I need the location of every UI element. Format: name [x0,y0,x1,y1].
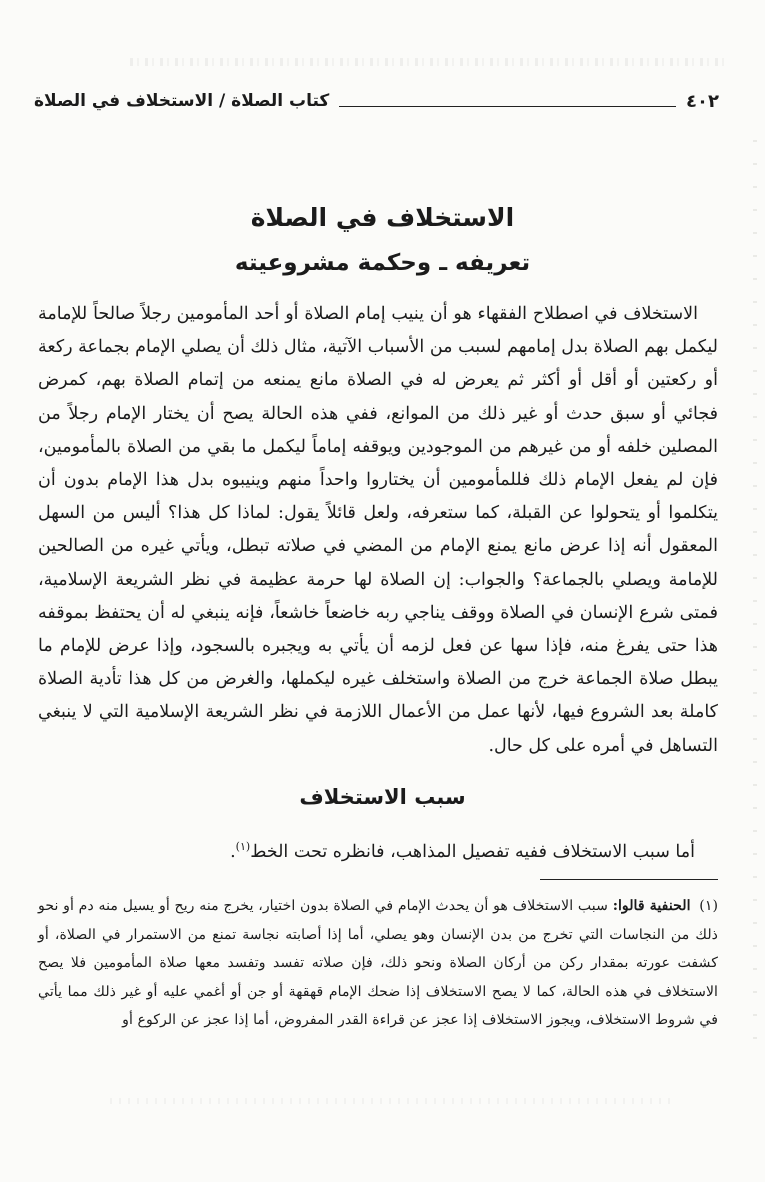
footnote-number: (١) [699,898,719,914]
body-paragraph [38,298,718,763]
footnote [38,892,718,1035]
scan-artifact-bottom [110,1098,670,1104]
running-header [34,86,719,116]
footnote-reference[interactable]: (١) [235,840,251,853]
body-paragraph-text: الاستخلاف في اصطلاح الفقهاء هو أن ينيب إمام الصلاة أو أحد المأمومين رجلاً صالحاً للإمامة ليكمل بهم الصلاة بدل إمامهم لسبب من الأسباب الآتية، مثال ذلك أن يصلي الإمام بجماعة ركعة أو ركعتين أو أقل أو أكثر ثم يعرض له في الصلاة مانع يمنعه من إتمام الصلاة بهم، كمرض فجائي أو سبق حدث أو غير ذلك من الموانع، ففي هذه الحالة يصح أن يختار الإمام رجلاً من المصلين خلفه أو من غيرهم من الموجودين ويوقفه إماماً ليكمل ما بقي من الصلاة بالمأمومين، فإن لم يفعل الإمام ذلك فللمأمومين أن يختاروا واحداً منهم وينيبوه بدل هذا الإمام بدون أن يتكلموا أو يتحولوا عن القبلة، كما ستعرفه، ولعل قائلاً يقول: لماذا كل هذا؟ أليس من السهل المعقول أنه إذا عرض مانع يمنع الإمام من المضي في صلاته تبطل، ويأتي غيره من الصالحين للإمامة ويصلي بالجماعة؟ والجواب: إن الصلاة لها حرمة عظيمة في نظر الشريعة الإسلامية، فمتى شرع الإنسان في الصلاة ووقف يناجي ربه خاضعاً خاشعاً، فإنه ينبغي له أن يحتفظ بموقفه هذا حتى يفرغ منه، فإذا سها عن فعل لزمه أن يأتي به ويجبره بالسجود، وإذا عرض للإمام ما يبطل صلاة الجماعة خرج من الصلاة واستخلف غيره ليكملها، والغرض من كل هذا تأدية الصلاة كاملة بعد الشروع فيها، لأنها عمل من الأعمال اللازمة في نظر الشريعة الإسلامية التي لا ينبغي التساهل في أمره على كل حال. [38,304,718,756]
chapter-title: الاستخلاف في الصلاة [250,203,515,232]
footnote-text: سبب الاستخلاف هو أن يحدث الإمام في الصلاة بدون اختيار، يخرج منه ريح أو يسيل منه دم أو نحو ذلك من النجاسات التي تخرج من بدن الإنسان وهو يصلي، أما إذا أصابته نجاسة تمنع من الاستمرار في الصلاة، أو كشفت عورته بمقدار ركن من أركان الصلاة ونحو ذلك، فإن صلاته تفسد وتفسد معها صلاة المأمومين فلا يصح الاستخلاف في هذه الحالة، كما لا يصح الاستخلاف إذا ضحك الإمام قهقهة أو جن أو أغمي عليه أو غير ذلك مما يأتي في شروط الاستخلاف، ويجوز الاستخلاف إذا عجز عن قراءة القدر المفروض، أما إذا عجز عن الركوع أو [38,898,718,1029]
section-heading: سبب الاستخلاف [299,785,466,809]
footnote-label: الحنفية قالوا: [612,898,691,914]
page-number: ٤٠٢ [686,90,719,112]
running-title: كتاب الصلاة / الاستخلاف في الصلاة [34,91,330,111]
section-paragraph-text: أما سبب الاستخلاف ففيه تفصيل المذاهب، فانظره تحت الخط [250,841,695,862]
scan-artifact [130,58,730,66]
footnote-separator [540,879,718,880]
header-rule [339,106,676,107]
chapter-subtitle: تعريفه ـ وحكمة مشروعيته [234,250,531,276]
section-paragraph [120,832,695,867]
section-paragraph-period: . [230,841,236,862]
